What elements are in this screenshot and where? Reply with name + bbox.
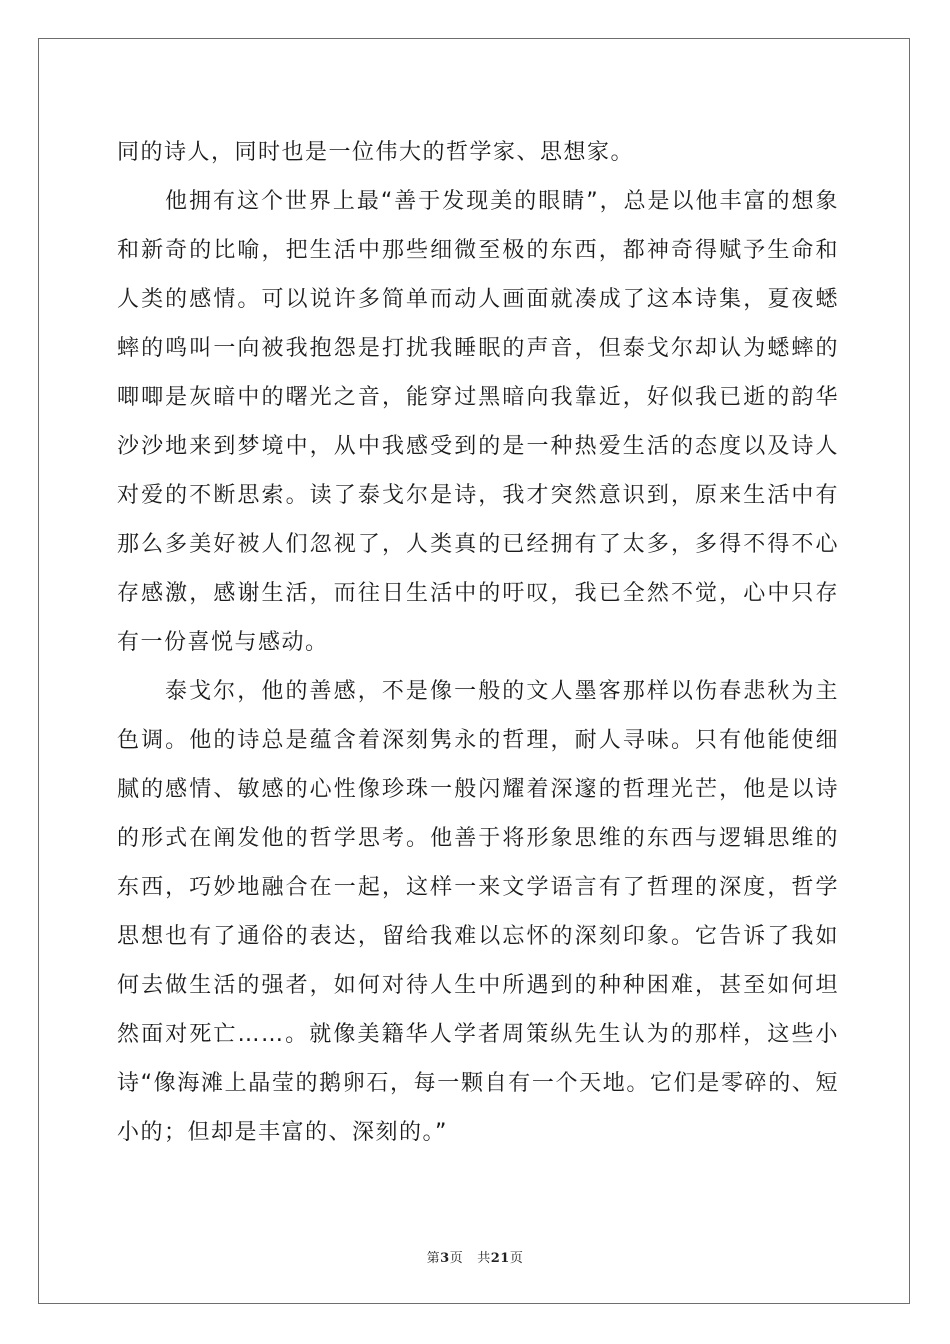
page-number: 3 [440,1251,450,1266]
page-suffix: 页 [449,1251,464,1266]
paragraph: 他拥有这个世界上最“善于发现美的眼睛”，总是以他丰富的想象和新奇的比喻，把生活中那些细微至极的东西，都神奇得赋予生命和人类的感情。可以说许多简单而动人画面就凑成了这本诗集，夏夜蟋蟀的鸣叫一向被我抱怨是打扰我睡眠的声音，但泰戈尔却认为蟋蟀的唧唧是灰暗中的曙光之音，能穿过黑暗向我靠近，好似我已逝的韵华沙沙地来到梦境中，从中我感受到的是一种热爱生活的态度以及诗人对爱的不断思索。读了泰戈尔是诗，我才突然意识到，原来生活中有那么多美好被人们忽视了，人类真的已经拥有了太多，多得不得不心存感激，感谢生活，而往日生活中的吁叹，我已全然不觉，心中只存有一份喜悦与感动。 [117,189,839,655]
document-body [117,128,839,1157]
page-prefix: 第 [426,1251,441,1266]
total-pages: 21 [490,1251,510,1266]
page-footer [0,1247,950,1266]
total-suffix: 页 [509,1251,524,1266]
paragraph-continuation: 同的诗人，同时也是一位伟大的哲学家、思想家。 [117,140,635,165]
paragraph: 泰戈尔，他的善感，不是像一般的文人墨客那样以伤春悲秋为主色调。他的诗总是蕴含着深刻隽永的哲理，耐人寻味。只有他能使细腻的感情、敏感的心性像珍珠一般闪耀着深邃的哲理光芒，他是以诗的形式在阐发他的哲学思考。他善于将形象思维的东西与逻辑思维的东西，巧妙地融合在一起，这样一来文学语言有了哲理的深度，哲学思想也有了通俗的表达，留给我难以忘怀的深刻印象。它告诉了我如何去做生活的强者，如何对待人生中所遇到的种种困难，甚至如何坦然面对死亡……。就像美籍华人学者周策纵先生认为的那样，这些小诗“像海滩上晶莹的鹅卵石，每一颗自有一个天地。它们是零碎的、短小的；但却是丰富的、深刻的。” [117,679,839,1145]
total-prefix: 共 [477,1251,491,1266]
